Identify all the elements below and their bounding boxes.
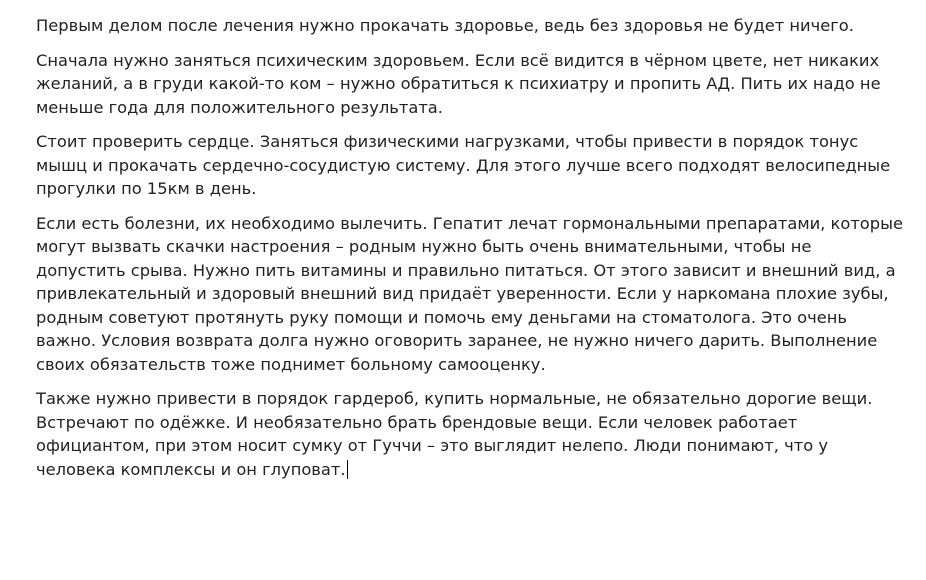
paragraph-5-text: Также нужно привести в порядок гардероб, купить нормальные, не обязательно дорогие вещи. Встречают по одёжке. И необязательно брать брендовые вещи. Если человек работает официантом, при этом носит сумку от Гуччи – это выглядит нелепо. Люди понимают, что у человека комплексы и он глуповат. <box>36 389 873 479</box>
paragraph-1: Первым делом после лечения нужно прокачать здоровье, ведь без здоровья не будет ничего. <box>36 16 854 35</box>
text-cursor <box>347 460 348 479</box>
paragraph-2: Сначала нужно заняться психическим здоровьем. Если всё видится в чёрном цвете, нет никаких желаний, а в груди какой-то ком – нужно обратиться к психиатру и пропить АД. Пить их надо не меньше года для положительного результата. <box>36 50 881 117</box>
document-body[interactable] <box>36 14 906 492</box>
paragraph-5 <box>36 387 906 481</box>
paragraph-3: Стоит проверить сердце. Заняться физическими нагрузками, чтобы привести в порядок тонус мышц и прокачать сердечно-сосудистую систему. Для этого лучше всего подходят велосипедные прогулки по 15км в день. <box>36 132 891 198</box>
paragraph-4: Если есть болезни, их необходимо вылечить. Гепатит лечат гормональными препаратами, которые могут вызвать скачки настроения – родным нужно быть очень внимательными, чтобы не допустить срыва. Нужно пить витамины и правильно питаться. От этого зависит и внешний вид, а привлекательный и здоровый внешний вид придаёт уверенности. Если у наркомана плохие зубы, родным советуют протянуть руку помощи и помочь ему деньгами на стоматолога. Это очень важно. Условия возврата долга нужно оговорить заранее, не нужно ничего дарить. Выполнение своих обязательств тоже поднимет больному самооценку. <box>36 213 903 374</box>
